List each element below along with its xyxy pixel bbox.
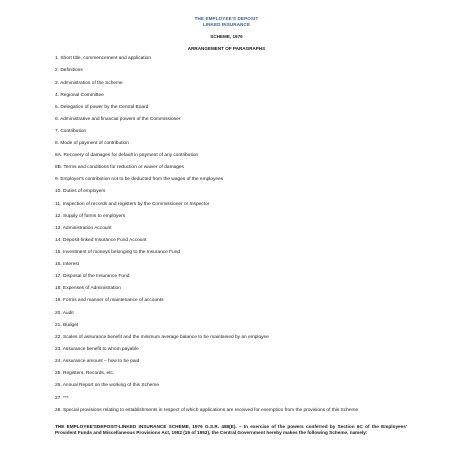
toc-item: 25. Registers, Records, etc.: [55, 371, 115, 376]
toc-item: 10. Duties of employers: [55, 189, 106, 194]
toc-item: 6. Administrative and financial powers of the Commissioner: [55, 116, 181, 122]
scheme-intro-paragraph: THE EMPLOYEE'SDEPOSIT-LINKED INSURANCE SCHEME, 1976 G.S.R. 488(E). – In exercise of the powers conferred by Section 6C of the Employees' Provident Funds and Miscellaneous Provisions Act, 1952 (19 of 1952), the Central Government hereby makes the following Scheme, namely:: [55, 424, 407, 435]
toc-item: 13. Administration Account: [55, 225, 112, 231]
toc-item: 11. Inspection of records and registers by the Commissioner or Inspector: [55, 201, 210, 207]
toc-item: 18. Expenses of Administration: [55, 286, 121, 291]
toc-item: 21. Budget: [55, 322, 79, 328]
toc-item: 22. Scales of assurance benefit and the minimum average balance to be maintained by an employee: [55, 335, 269, 340]
toc-item: 4. Regional Committee: [55, 92, 104, 98]
toc-item: 9. Employer's contribution not to be deducted from the wages of the employees: [55, 177, 224, 182]
toc-item: 27. ***: [55, 395, 69, 401]
toc-item: 8B. Terms and conditions for reduction or waiver of damages: [55, 165, 184, 170]
document-title-line2: LINKED INSURANCE: [202, 21, 251, 27]
toc-item: 23. Assurance benefit to whom payable: [55, 347, 139, 352]
toc-item: 24. Assurance amount – how to be paid: [55, 359, 140, 364]
toc-item: 8A. Recovery of damages for default in payment of any contribution: [55, 153, 199, 158]
toc-item: 3. Administration of the Scheme: [55, 80, 123, 86]
scheme-title: SCHEME, 1976: [210, 34, 243, 39]
toc-item: 12. Supply of forms to employers: [55, 213, 126, 219]
toc-item: 2. Definitions: [55, 68, 83, 73]
toc-item: 1. Short title, commencement and application: [55, 56, 151, 61]
toc-item: 15. Investment of moneys belonging to the Insurance Fund: [55, 250, 181, 255]
toc-item: 14. Deposit-linked Insurance Fund Account: [55, 237, 147, 243]
toc-item: 19. Forms and manner of maintenance of accounts: [55, 298, 164, 303]
toc-item: 17. Disposal of the Insurance Fund: [55, 274, 130, 279]
toc-item: 26. Annual Report on the working of this Scheme: [55, 383, 159, 388]
toc-item: 16. Interest: [55, 262, 79, 267]
toc-item: 7. Contribution: [55, 128, 87, 134]
toc-item: 8. Mode of payment of contribution: [55, 141, 129, 146]
document-title-line1: THE EMPLOYEE'S DEPOSIT: [194, 16, 259, 21]
toc-item: 20. Audit: [55, 310, 74, 316]
arrangement-title: ARRANGEMENT OF PARAGRAPHS: [187, 46, 266, 51]
toc-item: 5. Delegation of power by the Central Board: [55, 104, 149, 110]
toc-item: 28. Special provisions relating to establishments in respect of which applications are received for exemption from the provisions of this Scheme: [55, 407, 359, 413]
